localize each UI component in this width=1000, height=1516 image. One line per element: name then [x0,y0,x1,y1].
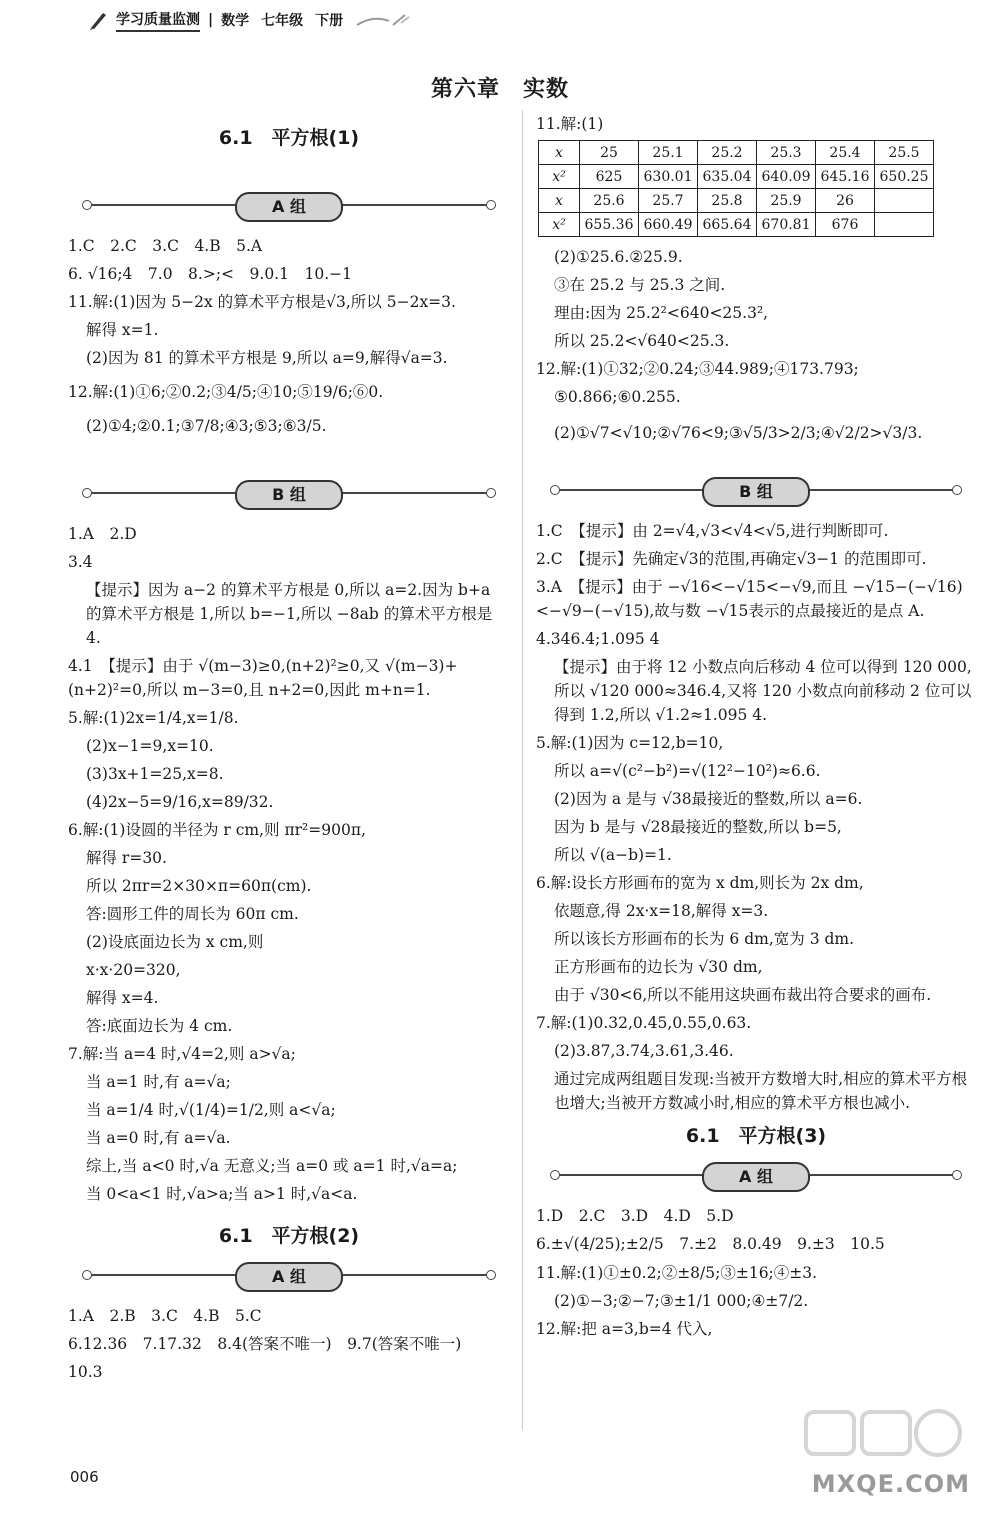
header-volume: 下册 [315,13,344,29]
answer-line: 1.D 2.C 3.D 4.D 5.D [536,1207,734,1226]
group-label: B 组 [702,477,810,507]
answer-line: 当 a=0 时,有 a=√a. [86,1129,231,1148]
answer-line: 5.解:(1)因为 c=12,b=10, [536,734,724,753]
table-cell: 665.64 [698,213,757,237]
group-label: B 组 [235,480,343,510]
answer-line: 所以该长方形画布的长为 6 dm,宽为 3 dm. [554,930,855,949]
group-label: A 组 [235,192,343,222]
answer-line: 综上,当 a<0 时,√a 无意义;当 a=0 或 a=1 时,√a=a; [86,1157,458,1176]
group-a-banner [536,1160,976,1190]
answer-line: 11.解:(1)①±0.2;②±8/5;③±16;④±3. [536,1263,818,1282]
answer-line: (2)①√7<√10;②√76<9;③√5/3>2/3;④√2/2>√3/3. [554,424,923,443]
section-title-6-1-1: 6.1 平方根(1) [218,127,360,149]
table-cell: 670.81 [757,213,816,237]
banner-dot-left [550,1170,560,1180]
answer-line: 当 0<a<1 时,√a>a;当 a>1 时,√a<a. [86,1185,358,1204]
answer-line: 7.解:当 a=4 时,√4=2,则 a>√a; [68,1045,296,1064]
answer-line: (2)①25.6.②25.9. [554,248,683,267]
table-cell: 650.25 [875,165,934,189]
answer-line: 1.A 2.B 3.C 4.B 5.C [68,1306,262,1325]
answer-line: 所以 √(a−b)=1. [554,846,672,865]
answer-line: x·x·20=320, [86,961,181,980]
table-cell: 655.36 [580,213,639,237]
section-title-6-1-3: 6.1 平方根(3) [685,1125,827,1148]
table-cell: 25 [580,141,639,165]
answer-line: 因为 b 是与 √28最接近的整数,所以 b=5, [554,818,842,837]
table-cell: 25.9 [757,189,816,213]
page-header [88,6,413,34]
answer-line: 【提示】因为 a−2 的算术平方根是 0,所以 a=2.因为 b+a 的算术平方根是 1,所以 b=−1,所以 −8ab 的算术平方根是 4. [86,581,493,648]
answer-line: (3)3x+1=25,x=8. [86,765,224,784]
answer-line: 解得 x=4. [86,989,159,1008]
group-label: A 组 [235,1262,343,1292]
answer-line: 4.1 【提示】由于 √(m−3)≥0,(n+2)²≥0,又 √(m−3)+(n+2)²=0,所以 m−3=0,且 n+2=0,因此 m+n=1. [68,657,458,700]
answer-line: 12.解:把 a=3,b=4 代入, [536,1319,713,1338]
answer-line: ③在 25.2 与 25.3 之间. [554,276,726,295]
table-cell: 630.01 [639,165,698,189]
answer-line: 正方形画布的边长为 √30 dm, [554,958,763,977]
answer-line: 答:底面边长为 4 cm. [86,1017,233,1036]
table-cell: 25.7 [639,189,698,213]
group-b-banner [536,475,976,505]
book-brand: 学习质量监测 [116,9,200,32]
answer-line: 11.解:(1) [536,115,604,133]
table-cell: 625 [580,165,639,189]
table-cell: 25.5 [875,141,934,165]
left-column [68,115,510,1388]
answer-line: 6.±√(4/25);±2/5 7.±2 8.0.49 9.±3 10.5 [536,1235,885,1254]
answer-line: 解得 r=30. [86,849,167,868]
banner-dot-right [952,1170,962,1180]
answer-line: 理由:因为 25.2²<640<25.3², [554,304,769,323]
decoration-icon [353,9,413,31]
answer-line: 6. √16;4 7.0 8.>;< 9.0.1 10.−1 [68,265,352,284]
banner-dot-right [952,485,962,495]
answer-line: 解得 x=1. [86,321,159,340]
table-cell: 25.6 [580,189,639,213]
table-cell: 660.49 [639,213,698,237]
answer-line: (2)①4;②0.1;③7/8;④3;⑤3;⑥3/5. [86,417,327,436]
answer-line: 当 a=1/4 时,√(1/4)=1/2,则 a<√a; [86,1101,336,1120]
answer-line: (2)因为 81 的算术平方根是 9,所以 a=9,解得√a=3. [86,349,448,368]
column-divider [522,110,523,1430]
answer-line: (2)3.87,3.74,3.61,3.46. [554,1042,734,1061]
table-cell: 645.16 [816,165,875,189]
answer-line: 答:圆形工件的周长为 60π cm. [86,905,299,924]
banner-dot-left [550,485,560,495]
page-number: 006 [70,1468,99,1486]
square-table [538,140,934,237]
answer-line: (2)设底面边长为 x cm,则 [86,933,264,952]
right-column [536,110,976,1345]
header-separator: | [208,12,214,28]
table-cell: 635.04 [698,165,757,189]
table-cell: 676 [816,213,875,237]
answer-line: 3.4 [68,553,93,572]
answer-line: 12.解:(1)①6;②0.2;③4/5;④10;⑤19/6;⑥0. [68,383,384,402]
group-label: A 组 [702,1162,810,1192]
table-cell: 25.3 [757,141,816,165]
answer-line: 4.346.4;1.095 4 [536,630,660,649]
table-cell: 25.8 [698,189,757,213]
answer-line: 1.C 【提示】由 2=√4,√3<√4<√5,进行判断即可. [536,522,889,541]
answer-line: 所以 a=√(c²−b²)=√(12²−10²)≈6.6. [554,762,821,781]
answer-line: 所以 25.2<√640<25.3. [554,332,730,351]
answer-line: 所以 2πr=2×30×π=60π(cm). [86,877,312,896]
table-cell: 26 [816,189,875,213]
answer-line: (2)①−3;②−7;③±1/1 000;④±7/2. [554,1291,809,1310]
answer-line: 通过完成两组题目发现:当被开方数增大时,相应的算术平方根也增大;当被开方数减小时,相应的算术平方根也减小. [554,1070,968,1113]
answer-line: (2)因为 a 是与 √38最接近的整数,所以 a=6. [554,790,863,809]
banner-dot-left [82,488,92,498]
table-cell: 640.09 [757,165,816,189]
answer-line: 6.解:设长方形画布的宽为 x dm,则长为 2x dm, [536,874,864,893]
answer-line: 1.A 2.D [68,525,137,544]
table-cell: 25.1 [639,141,698,165]
banner-dot-right [486,1270,496,1280]
table-cell: 25.2 [698,141,757,165]
table-cell: x [539,189,580,213]
answer-line: 6.12.36 7.17.32 8.4(答案不唯一) 9.7(答案不唯一) [68,1334,462,1353]
header-grade: 七年级 [261,13,304,29]
answer-line: 2.C 【提示】先确定√3的范围,再确定√3−1 的范围即可. [536,550,927,569]
table-row [539,165,934,189]
group-a-banner [68,1260,510,1290]
answer-line: 3.A 【提示】由于 −√16<−√15<−√9,而且 −√15−(−√16)<−√9−(−√15),故与数 −√15表示的点最接近的是点 A. [536,578,963,621]
table-cell [875,213,934,237]
answer-line: 5.解:(1)2x=1/4,x=1/8. [68,709,239,728]
answer-line: 1.C 2.C 3.C 4.B 5.A [68,237,263,255]
answer-line: 7.解:(1)0.32,0.45,0.55,0.63. [536,1014,752,1033]
answer-line: 6.解:(1)设圆的半径为 r cm,则 πr²=900π, [68,821,366,840]
answer-line: 由于 √30<6,所以不能用这块画布裁出符合要求的画布. [554,986,932,1005]
answer-line: (4)2x−5=9/16,x=89/32. [86,793,274,812]
table-row [539,189,934,213]
chapter-title: 第六章 实数 [430,77,569,102]
answer-line: 10.3 [68,1362,103,1381]
table-cell: x² [539,213,580,237]
pen-icon [88,9,110,31]
header-subject: 数学 [221,13,250,29]
answer-line: (2)x−1=9,x=10. [86,737,214,756]
group-a-banner [68,190,510,220]
banner-dot-right [486,200,496,210]
table-cell: x [539,141,580,165]
answer-line: 12.解:(1)①32;②0.24;③44.989;④173.793; [536,360,859,379]
answer-line: 【提示】由于将 12 小数点向后移动 4 位可以得到 120 000,所以 √120 000≈346.4,又将 120 小数点向前移动 2 位可以得到 1.2,所以 √1.2≈1.095 4. [554,658,972,725]
answer-line: 11.解:(1)因为 5−2x 的算术平方根是√3,所以 5−2x=3. [68,293,456,312]
answer-line: 当 a=1 时,有 a=√a; [86,1073,231,1092]
banner-dot-left [82,1270,92,1280]
banner-dot-right [486,488,496,498]
answer-line: ⑤0.866;⑥0.255. [554,388,681,407]
table-row [539,141,934,165]
banner-dot-left [82,200,92,210]
group-b-banner [68,478,510,508]
table-cell [875,189,934,213]
section-title-6-1-2: 6.1 平方根(2) [218,1224,360,1247]
table-cell: x² [539,165,580,189]
table-cell: 25.4 [816,141,875,165]
watermark-text: MXQE.COM [811,1470,970,1498]
table-row [539,213,934,237]
answer-line: 依题意,得 2x·x=18,解得 x=3. [554,902,769,921]
